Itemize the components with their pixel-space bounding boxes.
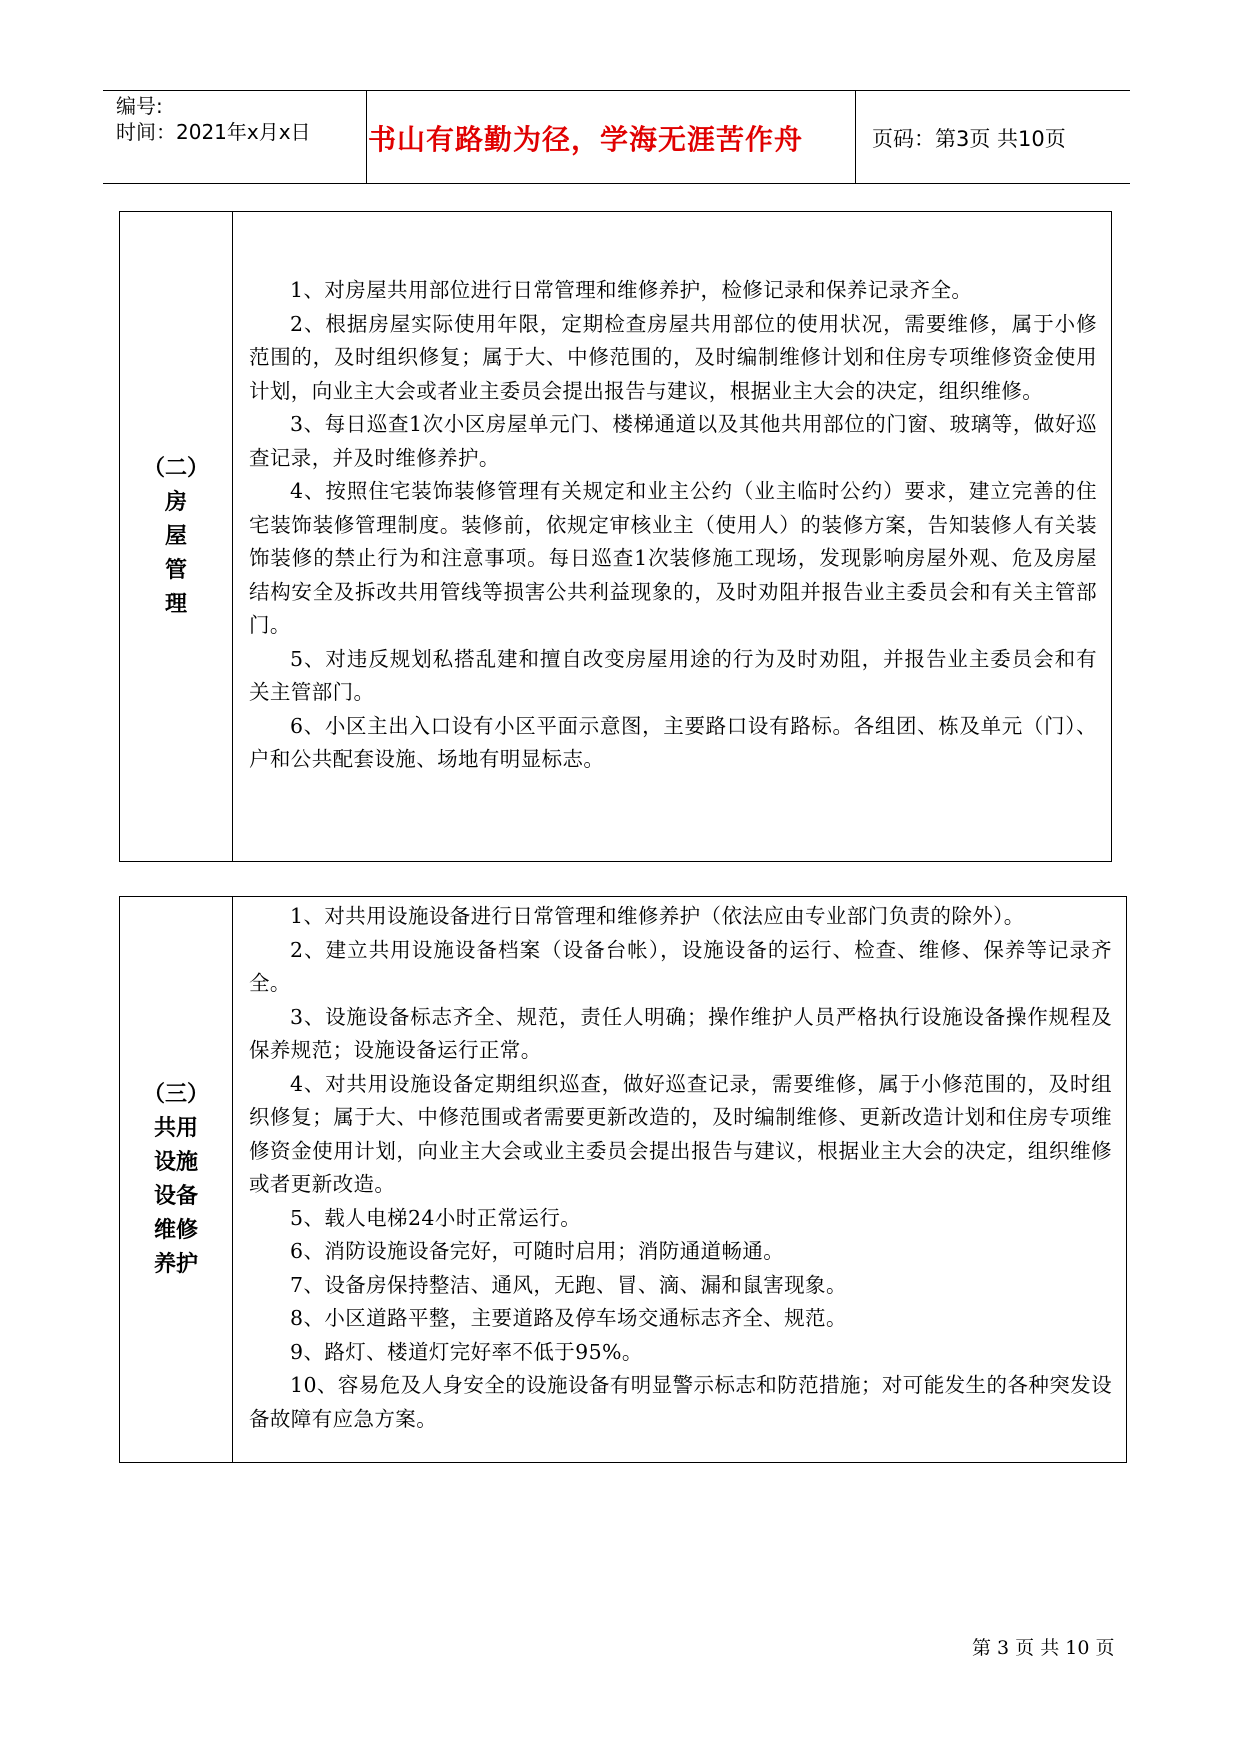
paragraph: 4、对共用设施设备定期组织巡查，做好巡查记录，需要维修，属于小修范围的，及时组织修复；属于大、中修范围或者需要更新改造的，及时编制维修、更新改造计划和住房专项维修资金使用计划，向业主大会或业主委员会提出报告与建议，根据业主大会的决定，组织维修或者更新改造。: [249, 1071, 1112, 1196]
paragraph: 8、小区道路平整，主要道路及停车场交通标志齐全、规范。: [290, 1306, 847, 1330]
section-body: [233, 897, 1126, 1462]
paragraph: 5、载人电梯24小时正常运行。: [290, 1205, 582, 1230]
section-facility-maintenance: [119, 896, 1127, 1463]
section-label: （三） 共用 设施 设备 维修 养护: [142, 1081, 209, 1277]
section-body: [233, 212, 1111, 861]
paragraph: 9、路灯、楼道灯完好率不低于95%。: [290, 1339, 643, 1364]
paragraph: 7、设备房保持整洁、通风，无跑、冒、滴、漏和鼠害现象。: [290, 1272, 847, 1297]
paragraph: 6、消防设施设备完好，可随时启用；消防通道畅通。: [290, 1239, 785, 1263]
paragraph: 2、根据房屋实际使用年限，定期检查房屋共用部位的使用状况，需要维修，属于小修范围的，及时组织修复；属于大、中修范围的，及时编制维修计划和住房专项维修资金使用计划，向业主大会或者业主委员会提出报告与建议，根据业主大会的决定，组织维修。: [249, 311, 1097, 403]
paragraph: 4、按照住宅装饰装修管理有关规定和业主公约（业主临时公约）要求，建立完善的住宅装饰装修管理制度。装修前，依规定审核业主（使用人）的装修方案，告知装修人有关装饰装修的禁止行为和注意事项。每日巡查1次装修施工现场，发现影响房屋外观、危及房屋结构安全及拆改共用管线等损害公共利益现象的，及时劝阻并报告业主委员会和有关主管部门。: [249, 479, 1097, 637]
section-label-cell: [120, 212, 233, 861]
paragraph: 6、小区主出入口设有小区平面示意图，主要路口设有路标。各组团、栋及单元（门）、户和公共配套设施、场地有明显标志。: [249, 713, 1097, 771]
section-label: （二） 房 屋 管 理: [142, 455, 209, 617]
header-meta: [116, 93, 311, 145]
header-top-rule: [103, 90, 1130, 91]
section-house-management: [119, 211, 1112, 862]
header-bottom-rule: [103, 183, 1130, 184]
header-time-label: 时间：2021年x月x日: [116, 120, 311, 144]
paragraph: 3、设施设备标志齐全、规范，责任人明确；操作维护人员严格执行设施设备操作规程及保养规范；设施设备运行正常。: [249, 1004, 1112, 1062]
section-label-cell: [120, 897, 233, 1462]
paragraph: 5、对违反规划私搭乱建和擅自改变房屋用途的行为及时劝阻，并报告业主委员会和有关主管部门。: [249, 646, 1097, 704]
header-motto: 书山有路勤为径，学海无涯苦作舟: [368, 123, 804, 156]
paragraph: 1、对共用设施设备进行日常管理和维修养护（依法应由专业部门负责的除外）。: [290, 904, 1025, 928]
header-divider-left: [366, 90, 367, 183]
paragraph: 2、建立共用设施设备档案（设备台帐），设施设备的运行、检查、维修、保养等记录齐全。: [249, 937, 1112, 995]
paragraph: 1、对房屋共用部位进行日常管理和维修养护，检修记录和保养记录齐全。: [290, 278, 973, 302]
footer-page-number: 第 3 页 共 10 页: [972, 1637, 1115, 1659]
header-number-label: 编号:: [116, 94, 163, 118]
header-page-info: 页码：第3页 共10页: [872, 127, 1066, 151]
paragraph: 3、每日巡查1次小区房屋单元门、楼梯通道以及其他共用部位的门窗、玻璃等，做好巡查记录，并及时维修养护。: [249, 412, 1097, 470]
paragraph: 10、容易危及人身安全的设施设备有明显警示标志和防范措施；对可能发生的各种突发设备故障有应急方案。: [249, 1373, 1112, 1431]
